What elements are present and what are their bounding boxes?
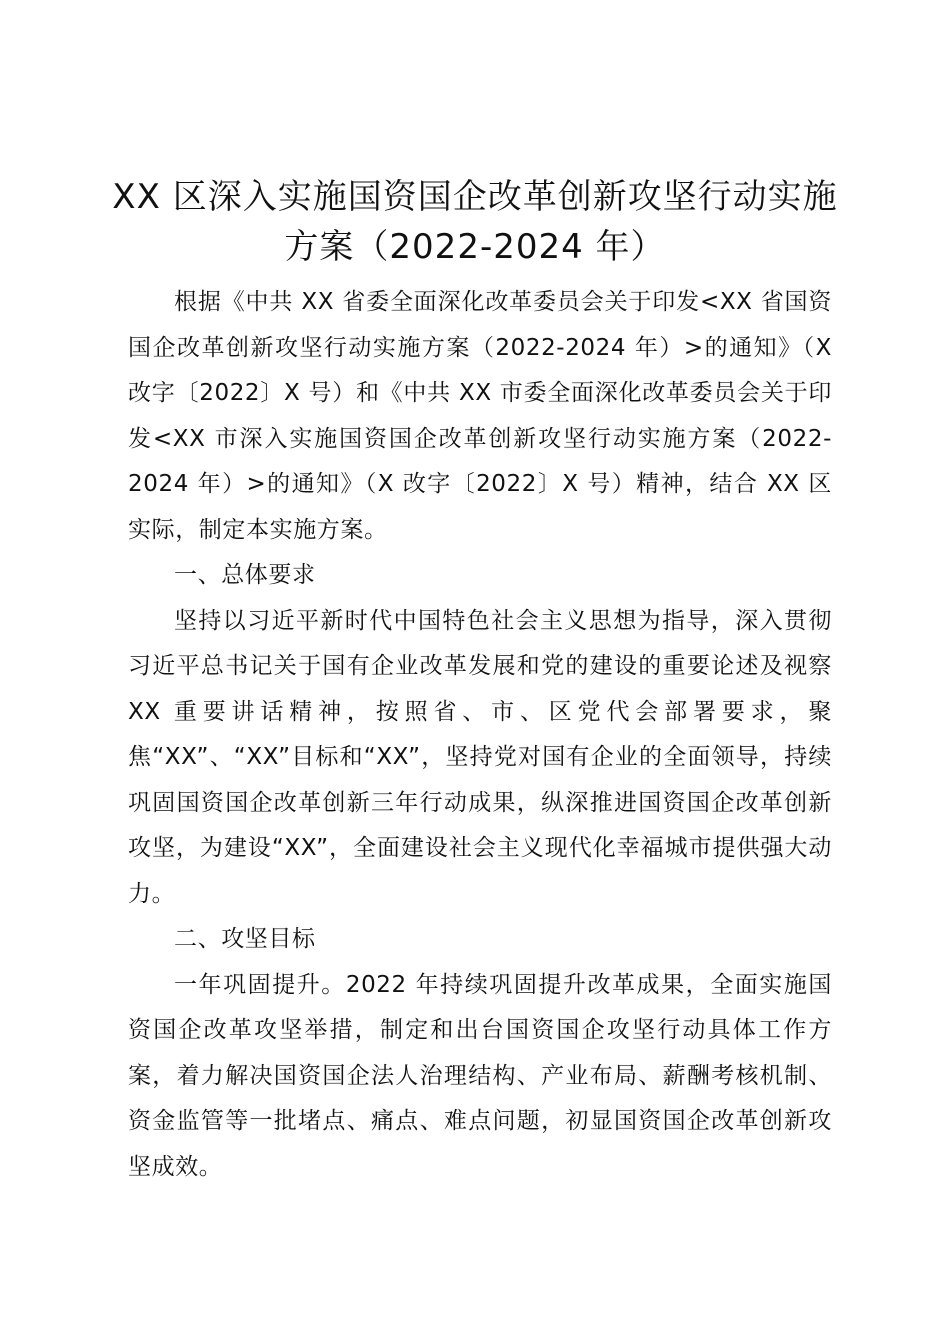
overall-requirements-paragraph: 坚持以习近平新时代中国特色社会主义思想为指导，深入贯彻习近平总书记关于国有企业改革发展和党的建设的重要论述及视察XX 重要讲话精神，按照省、市、区党代会部署要求，聚焦“XX”、“XX”目标和“XX”，坚持党对国有企业的全面领导，持续巩固国资国企改革创新三年行动成果，纵深推进国资国企改革创新攻坚，为建设“XX”，全面建设社会主义现代化幸福城市提供强大动力。 [128, 607, 832, 907]
document-title: XX 区深入实施国资国企改革创新攻坚行动实施方案（2022-2024 年） [112, 177, 838, 267]
section-heading-goals: 二、攻坚目标 [174, 926, 316, 952]
section-heading-overall-requirements: 一、总体要求 [174, 562, 316, 588]
document-body [128, 280, 832, 1190]
goals-paragraph: 一年巩固提升。2022 年持续巩固提升改革成果，全面实施国资国企改革攻坚举措，制定和出台国资国企攻坚行动具体工作方案，着力解决国资国企法人治理结构、产业布局、薪酬考核机制、资金监管等一批堵点、痛点、难点问题，初显国资国企改革创新攻坚成效。 [128, 971, 832, 1180]
intro-paragraph: 根据《中共 XX 省委全面深化改革委员会关于印发<XX 省国资国企改革创新攻坚行动实施方案（2022-2024 年）>的通知》（X 改字〔2022〕X 号）和《中共 XX 市委全面深化改革委员会关于印发<XX 市深入实施国资国企改革创新攻坚行动实施方案（2022-2024 年）>的通知》（X 改字〔2022〕X 号）精神，结合 XX 区实际，制定本实施方案。 [128, 289, 832, 543]
